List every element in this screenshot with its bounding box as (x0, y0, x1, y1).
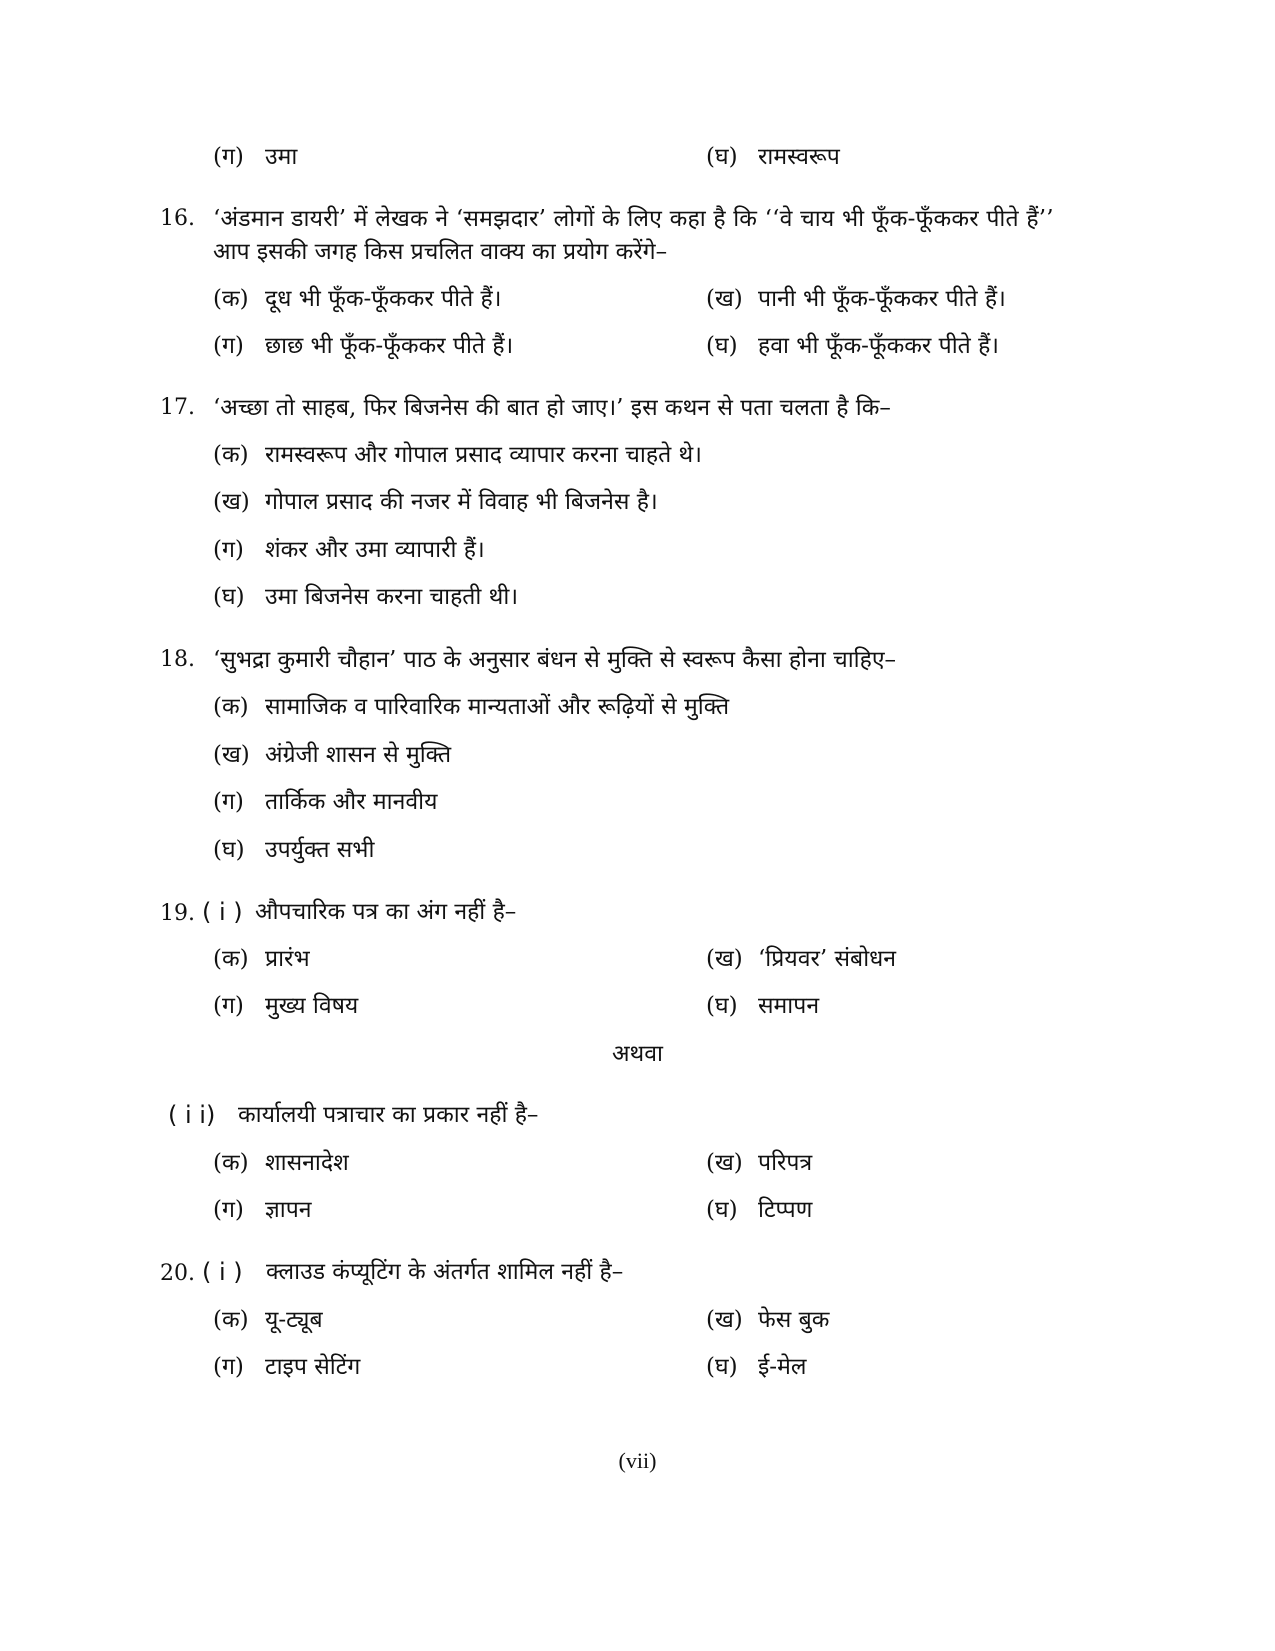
option-gha-ramswaroop (706, 142, 840, 172)
option-text: गोपाल प्रसाद की नजर में विवाह भी बिजनेस है। (265, 489, 658, 515)
option-marker: (घ) (706, 333, 738, 359)
question-part-label: ( i ) (202, 1258, 243, 1286)
option (706, 1195, 812, 1225)
option-marker: (घ) (706, 993, 738, 1019)
question-number-value: 20. (160, 1261, 195, 1286)
option (213, 284, 501, 314)
option-marker: (घ) (706, 1354, 738, 1380)
option-marker: (क) (213, 946, 249, 972)
question-number: 16. (160, 206, 195, 231)
option (706, 1148, 812, 1178)
question-17-text: ‘अच्छा तो साहब, फिर बिजनेस की बात हो जाए।’ इस कथन से पता चलता है कि– (213, 395, 891, 421)
option (213, 740, 451, 770)
option-text: टिप्पण (758, 1197, 813, 1223)
option-marker: (ग) (213, 537, 244, 563)
option (213, 944, 310, 974)
option (213, 1352, 360, 1382)
option (706, 1305, 829, 1335)
option-text: ‘प्रियवर’ संबोधन (758, 946, 897, 972)
option-text: फेस बुक (758, 1307, 830, 1333)
option-marker: (घ) (706, 1197, 738, 1223)
question-19-text: औपचारिक पत्र का अंग नहीं है– (255, 899, 517, 925)
option (706, 284, 1006, 314)
question-16-text-line1: ‘अंडमान डायरी’ में लेखक ने ‘समझदार’ लोगों के लिए कहा है कि ‘‘वे चाय भी फूँक-फूँककर पीते हैं’’ (213, 206, 1054, 232)
question-number (160, 897, 243, 929)
option-text: पानी भी फूँक-फूँककर पीते हैं। (758, 286, 1006, 312)
option-marker: (क) (213, 1307, 249, 1333)
option-marker: (क) (213, 1150, 249, 1176)
option-text: छाछ भी फूँक-फूँककर पीते हैं। (265, 333, 514, 359)
question-20-text: क्लाउड कंप्यूटिंग के अंतर्गत शामिल नहीं है– (266, 1259, 624, 1285)
option-text: ज्ञापन (265, 1197, 312, 1223)
option-marker: (ग) (213, 333, 244, 359)
option-text: परिपत्र (758, 1150, 813, 1176)
option-text: शंकर और उमा व्यापारी हैं। (265, 537, 485, 563)
option-marker: (घ) (706, 144, 738, 170)
option-marker: (ग) (213, 1354, 244, 1380)
page-number: (vii) (618, 1448, 657, 1473)
option (213, 1195, 312, 1225)
option-text: हवा भी फूँक-फूँककर पीते हैं। (758, 333, 1000, 359)
option (213, 440, 702, 470)
option-text: सामाजिक व पारिवारिक मान्यताओं और रूढ़ियों से मुक्ति (265, 694, 730, 720)
or-separator: अथवा (611, 1041, 663, 1067)
option (213, 1148, 349, 1178)
option-marker: (ग) (213, 1197, 244, 1223)
option (706, 991, 819, 1021)
option-text: उमा बिजनेस करना चाहती थी। (265, 584, 519, 610)
option-marker: (ख) (706, 1307, 743, 1333)
question-part-label: ( i ) (202, 898, 243, 926)
option (706, 944, 896, 974)
option-text: यू-ट्यूब (265, 1307, 323, 1333)
option (213, 692, 729, 722)
option-marker: (ख) (706, 1150, 743, 1176)
option (213, 487, 658, 517)
option (213, 582, 518, 612)
option-marker: (ग) (213, 144, 244, 170)
option-text: ई-मेल (758, 1354, 807, 1380)
option-marker: (क) (213, 694, 249, 720)
option (213, 535, 485, 565)
option (213, 991, 358, 1021)
option-marker: (ख) (213, 489, 250, 515)
option-text: तार्किक और मानवीय (265, 789, 438, 815)
option-marker: (ग) (213, 789, 244, 815)
option-marker: (ख) (706, 946, 743, 972)
question-number-value: 19. (160, 901, 195, 926)
question-part-label: ( i i) (168, 1101, 216, 1129)
option (213, 787, 437, 817)
question-number: 18. (160, 647, 195, 672)
question-part-label-alt (168, 1100, 215, 1132)
question-18-text: ‘सुभद्रा कुमारी चौहान’ पाठ के अनुसार बंधन से मुक्ति से स्वरूप कैसा होना चाहिए– (213, 647, 897, 673)
option-text: समापन (758, 993, 820, 1019)
option-marker: (ख) (213, 742, 250, 768)
option-text: अंग्रेजी शासन से मुक्ति (265, 742, 452, 768)
option (213, 331, 513, 361)
option-text: शासनादेश (265, 1150, 349, 1176)
option-text: उपर्युक्त सभी (265, 837, 375, 863)
option-text: रामस्वरूप (758, 144, 840, 170)
option-marker: (क) (213, 286, 249, 312)
option (706, 1352, 806, 1382)
question-number (160, 1257, 243, 1289)
question-16-text-line2: आप इसकी जगह किस प्रचलित वाक्य का प्रयोग करेंगे– (213, 239, 668, 265)
option-text: टाइप सेटिंग (265, 1354, 361, 1380)
option-text: प्रारंभ (265, 946, 310, 972)
option-marker: (घ) (213, 837, 245, 863)
option-marker: (ख) (706, 286, 743, 312)
question-number: 17. (160, 395, 195, 420)
option-text: मुख्य विषय (265, 993, 359, 1019)
option (706, 331, 999, 361)
option-marker: (क) (213, 442, 249, 468)
option-marker: (घ) (213, 584, 245, 610)
option-text: रामस्वरूप और गोपाल प्रसाद व्यापार करना चाहते थे। (265, 442, 702, 468)
option (213, 835, 374, 865)
option-text: उमा (265, 144, 298, 170)
option (213, 1305, 323, 1335)
option-marker: (ग) (213, 993, 244, 1019)
option-ga-uma (213, 142, 297, 172)
option-text: दूध भी फूँक-फूँककर पीते हैं। (265, 286, 502, 312)
question-19-alt-text: कार्यालयी पत्राचार का प्रकार नहीं है– (238, 1102, 539, 1128)
